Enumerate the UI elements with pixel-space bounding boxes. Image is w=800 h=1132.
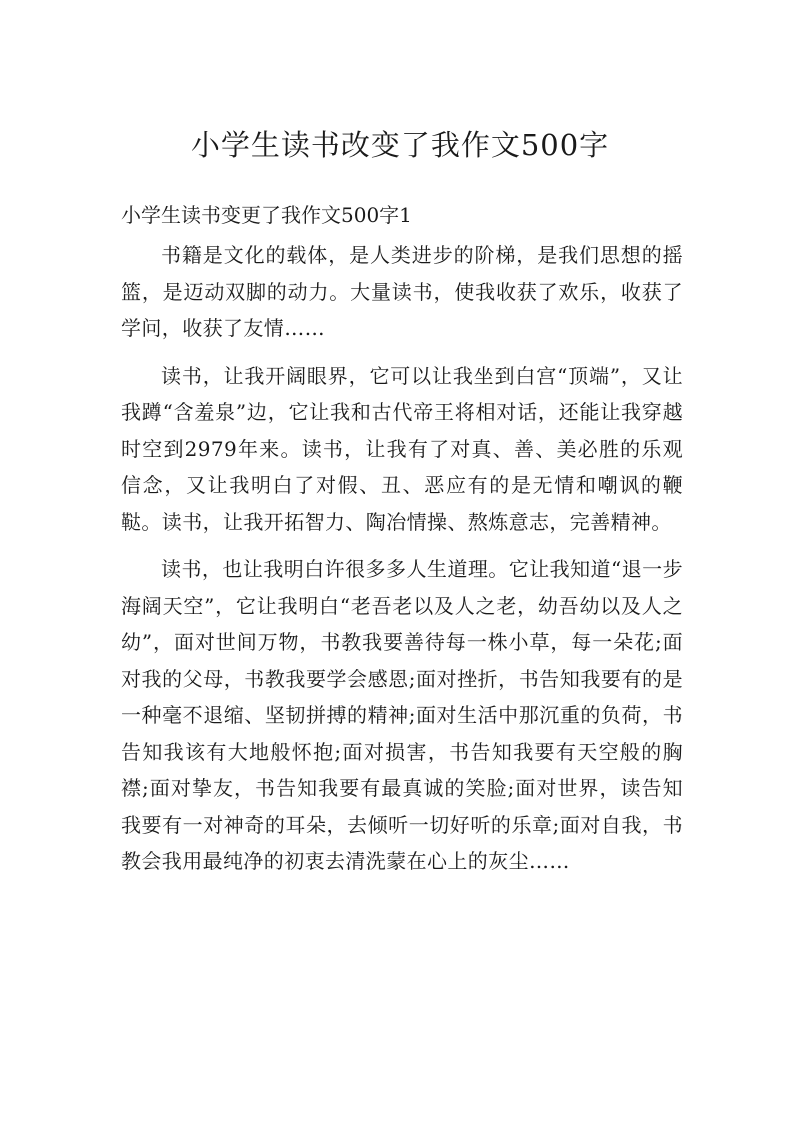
page-title: 小学生读书改变了我作文500字 xyxy=(190,128,610,162)
paragraph-3: 读书，也让我明白许很多多人生道理。它让我知道“退一步海阔天空”，它让我明白“老吾老以及人之老，幼吾幼以及人之幼”，面对世间万物，书教我要善待每一株小草，每一朵花;面对我的父母，书教我要学会感恩;面对挫折，书告知我要有的是一种毫不退缩、坚韧拼搏的精神;面对生活中那沉重的负荷，书告知我该有大地般怀抱;面对损害，书告知我要有天空般的胸襟;面对挚友，书告知我要有最真诚的笑脸;面对世界，读告知我要有一对神奇的耳朵，去倾听一切好听的乐章;面对自我，书教会我用最纯净的初衷去清洗蒙在心上的灰尘…… xyxy=(121,557,683,873)
article-body xyxy=(121,237,683,891)
paragraph-2: 读书，让我开阔眼界，它可以让我坐到白宫“顶端”，又让我蹲“含羞泉”边，它让我和古代帝王将相对话，还能让我穿越时空到2979年来。读书，让我有了对真、善、美必胜的乐观信念，又让我明白了对假、丑、恶应有的是无情和嘲讽的鞭鞑。读书，让我开拓智力、陶冶情操、熬炼意志，完善精神。 xyxy=(121,363,683,534)
paragraph-1: 书籍是文化的载体，是人类进步的阶梯，是我们思想的摇篮，是迈动双脚的动力。大量读书，使我收获了欢乐，收获了学问，收获了友情…… xyxy=(121,243,683,340)
section-heading: 小学生读书变更了我作文500字1 xyxy=(121,203,412,227)
